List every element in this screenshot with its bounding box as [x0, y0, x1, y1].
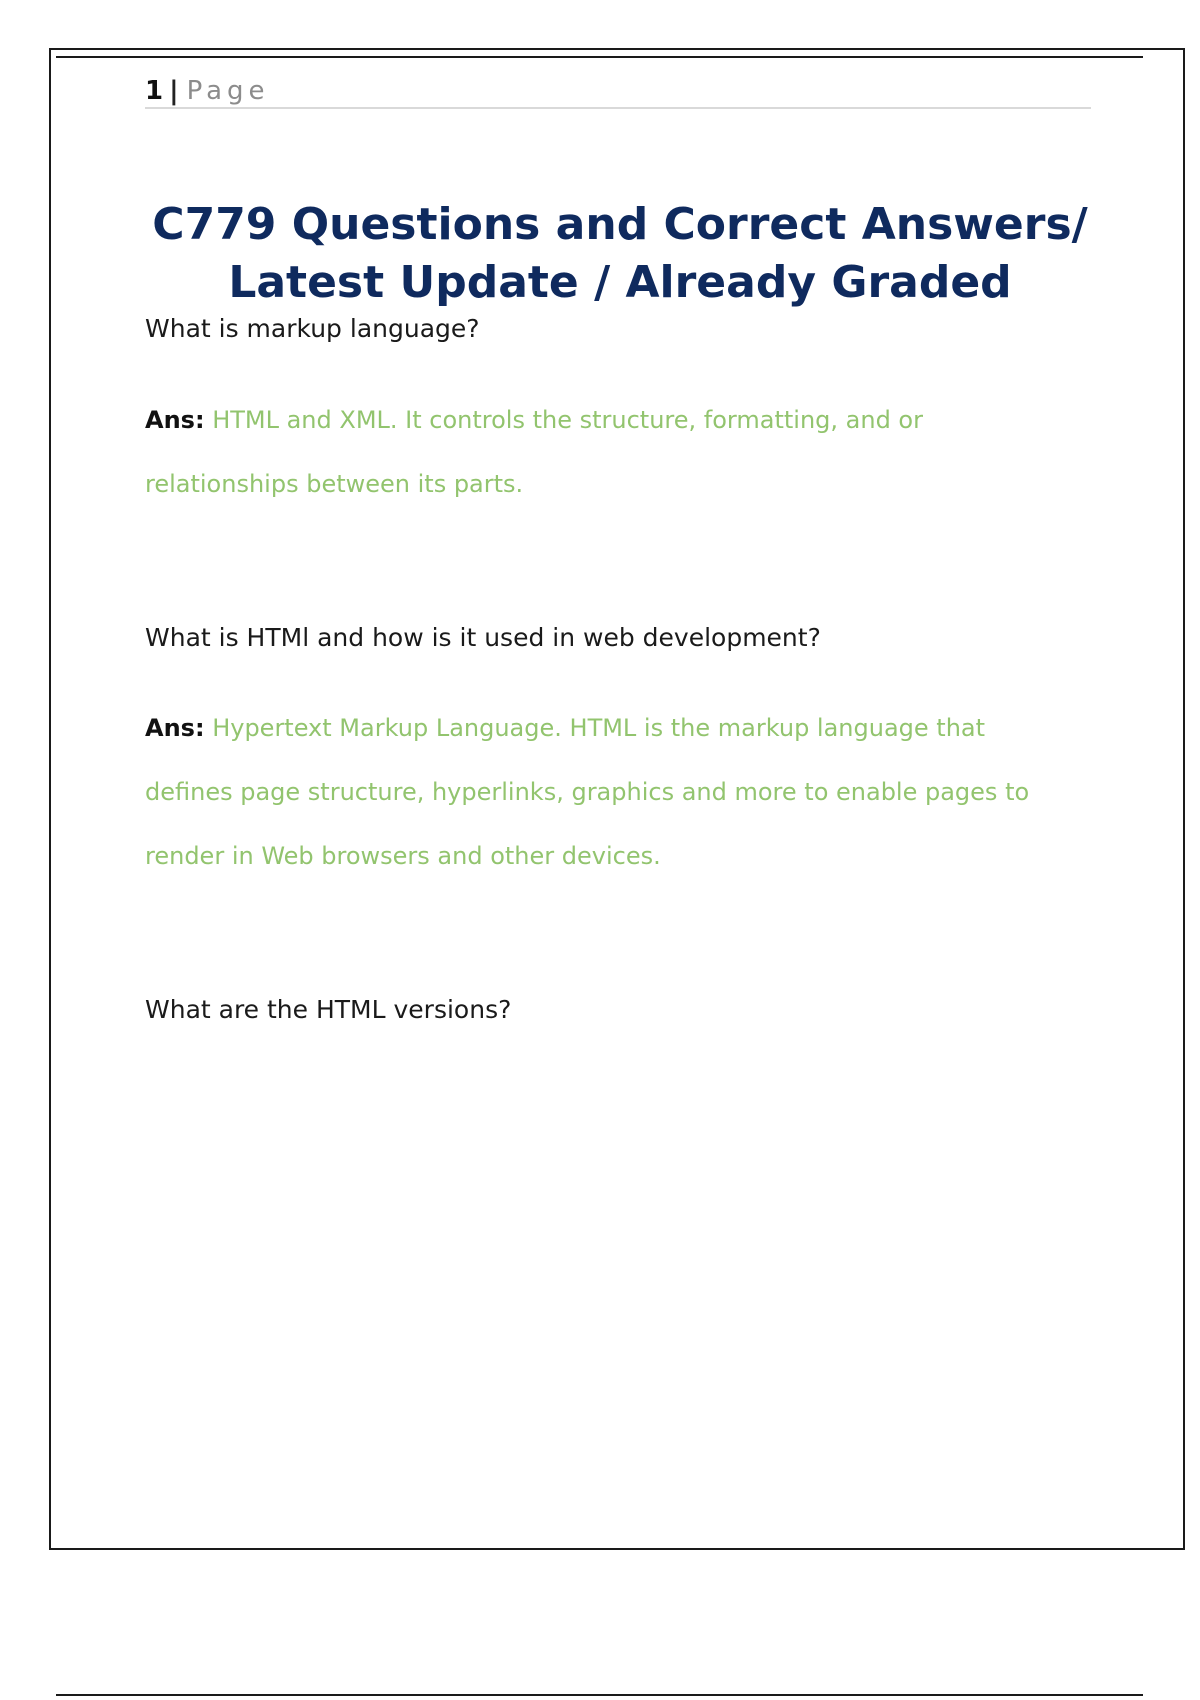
answer-2 [145, 696, 1095, 888]
question-1: What is markup language? [145, 314, 480, 343]
title-line-1: C779 Questions and Correct Answers/ [152, 199, 1088, 250]
answer-1-line-2: relationships between its parts. [145, 470, 524, 498]
page-label: Page [186, 76, 270, 106]
answer-1-line-1 [145, 388, 1095, 452]
page-separator: | [169, 76, 179, 106]
answer-1 [145, 388, 1095, 516]
answer-2-line-3: render in Web browsers and other devices. [145, 842, 661, 870]
answer-label: Ans: [145, 406, 205, 434]
bottom-rule [56, 1694, 1143, 1696]
page-number: 1 [145, 76, 164, 106]
answer-label: Ans: [145, 714, 205, 742]
question-3: What are the HTML versions? [145, 995, 512, 1024]
answer-2-line-1 [145, 696, 1095, 760]
answer-1-text-1: HTML and XML. It controls the structure, formatting, and or [212, 406, 923, 434]
answer-2-text-1: Hypertext Markup Language. HTML is the markup language that [212, 714, 986, 742]
page-header [145, 73, 1091, 109]
top-rule [56, 56, 1143, 58]
document-title [130, 196, 1110, 312]
title-line-2: Latest Update / Already Graded [228, 257, 1012, 308]
question-2: What is HTMl and how is it used in web development? [145, 623, 821, 652]
answer-2-line-2: defines page structure, hyperlinks, graphics and more to enable pages to [145, 778, 1030, 806]
